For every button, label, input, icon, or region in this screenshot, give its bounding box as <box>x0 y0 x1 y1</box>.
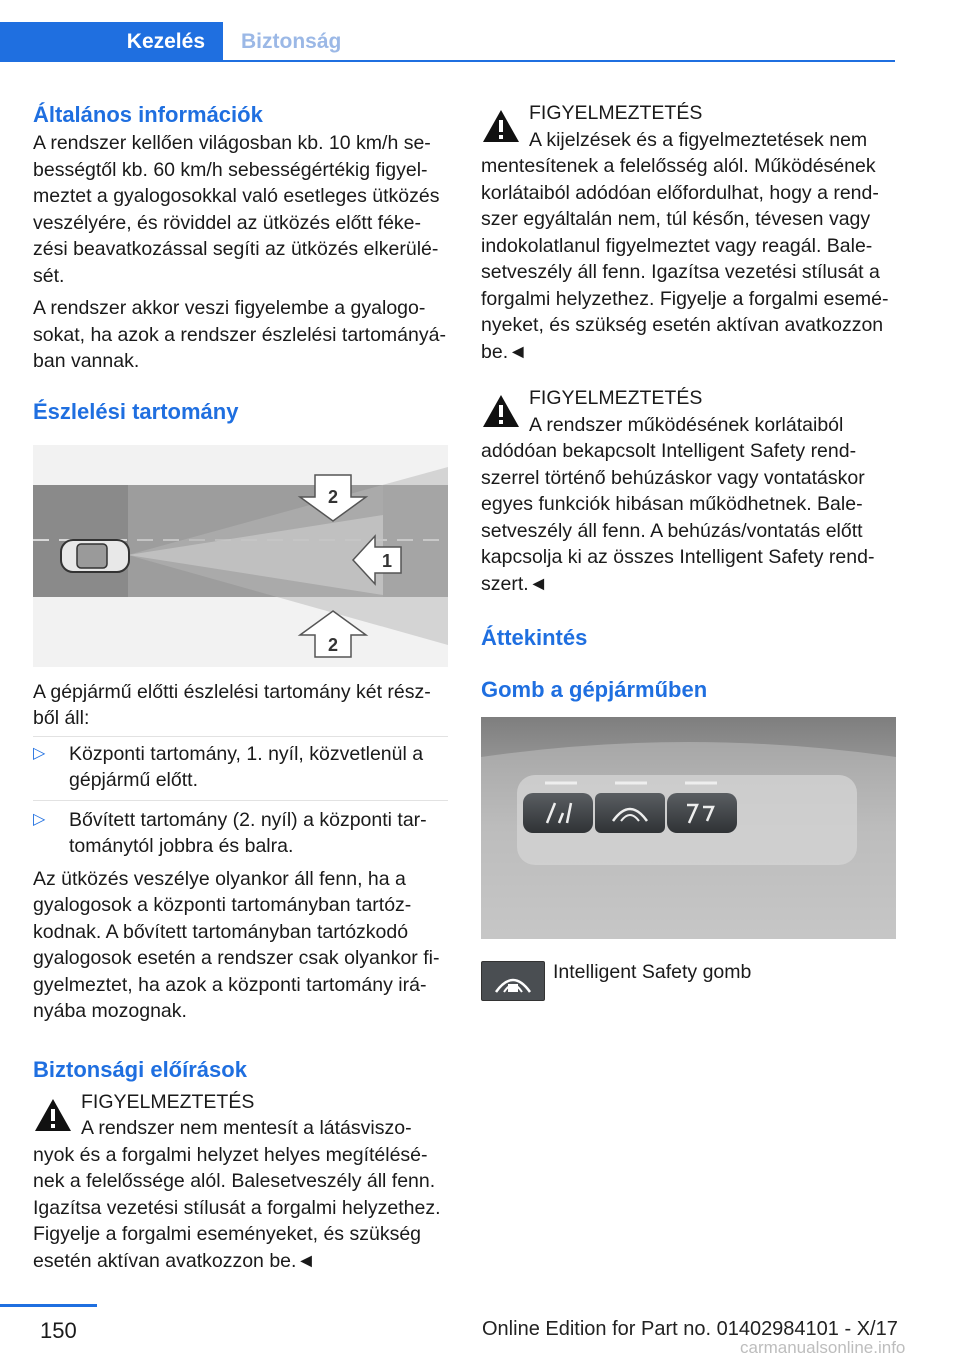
speed-limit-button-icon <box>667 793 737 833</box>
tab-biztonsag[interactable]: Biztonság <box>241 30 342 53</box>
chapter-tabs <box>0 22 895 62</box>
warning-title: FIGYELMEZTETÉS <box>529 102 703 124</box>
intelligent-safety-icon <box>481 961 545 1001</box>
heading-detection-range: Észlelési tartomány <box>33 398 239 424</box>
warning-block-3 <box>481 385 896 597</box>
arrow-2-bottom-label: 2 <box>327 634 339 655</box>
heading-general-info: Általános információk <box>33 102 263 127</box>
warning-title: FIGYELMEZTETÉS <box>529 387 703 409</box>
edition-info: Online Edition for Part no. 01402984101 - X/17 <box>482 1318 898 1340</box>
arrow-2-top-label: 2 <box>327 486 339 507</box>
warning-title: FIGYELMEZTETÉS <box>81 1090 255 1113</box>
heading-safety: Biztonsági előírások <box>33 1056 247 1082</box>
triangle-bullet-icon: ▷ <box>33 744 46 762</box>
paragraph-detection: A rendszer akkor veszi figyelembe a gyalogo-sokat, ha azok a rendszer észlelési tartományá-ban vannak. <box>33 297 446 372</box>
left-column <box>33 100 448 1274</box>
warning-body: A kijelzések és a figyelmeztetések nem mentesítenek a felelősség alól. Működésének korlátaiból adódóan előfordulhat, hogy a rend-szer egyáltalán nem, túl későn, tévesen vagy indokolatlanul figyelmeztet vagy reagál. Bale-setveszély áll fenn. Igazítsa vezetési stílusát a forgalmi helyzethez. Figyelje a forgalmi esemé-nyeket, és szükség esetén aktívan avatkozzon be.◄ <box>481 128 889 363</box>
paragraph-range-parts: A gépjármű előtti észlelési tartomány két rész-ből áll: <box>33 680 431 729</box>
button-legend <box>481 961 896 1009</box>
lane-assist-button-icon <box>523 793 593 833</box>
warning-triangle-icon <box>481 108 521 144</box>
warning-block-1 <box>33 1089 448 1275</box>
car-icon <box>61 540 129 572</box>
right-column <box>481 100 896 1009</box>
warning-triangle-icon <box>481 393 521 429</box>
intelligent-safety-button-icon <box>595 793 665 833</box>
heading-button-in-vehicle: Gomb a gépjárműben <box>481 677 708 702</box>
footer-rule <box>0 1304 97 1307</box>
range-parts-list <box>33 741 448 860</box>
paragraph-collision-risk: Az ütközés veszélye olyankor áll fenn, ha a gyalogosok a központi tartományban tartóz-kodnak. A bővített tartományban tartózkodó gyalogosok esetén a rendszer csak olyankor fi-gyelmeztet, ha azok a központi tartomány irá-nyába mozognak. <box>33 867 440 1022</box>
button-panel-illustration <box>481 717 896 939</box>
warning-body: A rendszer működésének korlátaiból adódóan bekapcsolt Intelligent Safety rend-szerrel történő behúzáskor vagy vontatáskor egyes funkciók hibásan működhetnek. Bale-setveszély áll fenn. A behúzás/vontatás előtt kapcsolja ki az összes Intelligent Safety rend-szert.◄ <box>481 413 875 595</box>
detection-range-illustration <box>33 445 448 667</box>
button-caption: Intelligent Safety gomb <box>553 961 752 983</box>
arrow-1-label: 1 <box>381 550 393 571</box>
triangle-bullet-icon: ▷ <box>33 810 46 828</box>
watermark: carmanualsonline.info <box>740 1338 906 1357</box>
warning-body: A rendszer nem mentesít a látásviszo-nyok és a forgalmi helyzet helyes megítélésé-nek a felelőssége alól. Balesetveszély áll fenn. Igazítsa vezetési stílusát a forgalmi helyzethez. Figyelje a forgalmi eseményeket, és szükség esetén aktívan avatkozzon be.◄ <box>33 1117 441 1272</box>
detection-range-figure <box>33 445 448 667</box>
list-item: ▷ Központi tartomány, 1. nyíl, közvetlenül a gépjármű előtt. <box>33 742 424 791</box>
tab-kezeles[interactable]: Kezelés <box>0 22 223 62</box>
list-item: ▷ Bővített tartomány (2. nyíl) a központi tar-tománytól jobbra és balra. <box>33 808 427 857</box>
warning-triangle-icon <box>33 1097 73 1133</box>
button-panel-photo <box>481 717 896 939</box>
heading-overview: Áttekintés <box>481 625 588 650</box>
warning-block-2 <box>481 100 896 365</box>
paragraph-intro: A rendszer kellően világosban kb. 10 km/h se-bességtől kb. 60 km/h sebességértékig figyel-meztet a gyalogosokkal való esetleges ütközés veszélyére, és röviddel az ütközés előtt féke-zési beavatkozással segíti az ütközés elkerülé-sét. <box>33 132 440 287</box>
page-number: 150 <box>40 1318 77 1343</box>
